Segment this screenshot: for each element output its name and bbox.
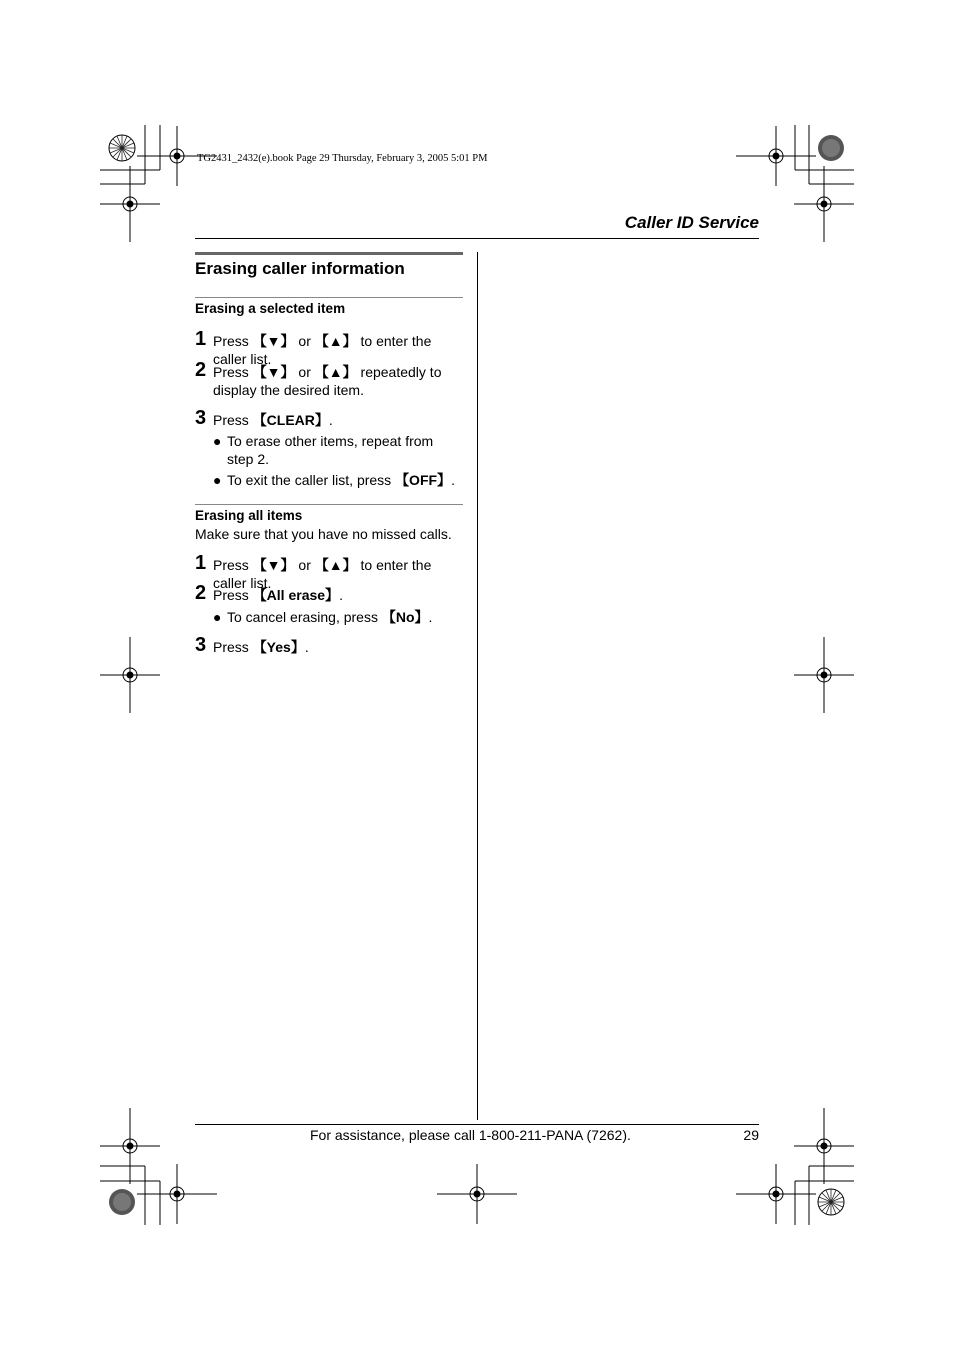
footer-rule xyxy=(195,1124,759,1125)
assistance-text: For assistance, please call 1-800-211-PANA (7262). xyxy=(310,1127,631,1143)
subheading-selected: Erasing a selected item xyxy=(195,301,346,316)
subheading-all: Erasing all items xyxy=(195,508,303,523)
column-divider xyxy=(477,252,478,1120)
header-rule xyxy=(195,238,759,239)
sub-rule-2 xyxy=(195,504,463,505)
sub-rule-1 xyxy=(195,297,463,298)
page-number: 29 xyxy=(743,1127,759,1143)
title-rule xyxy=(195,252,463,255)
section-title: Caller ID Service xyxy=(624,213,759,232)
intro-all: Make sure that you have no missed calls. xyxy=(195,526,452,542)
page-title: Erasing caller information xyxy=(195,259,405,278)
print-meta: TG2431_2432(e).book Page 29 Thursday, February 3, 2005 5:01 PM xyxy=(197,153,488,164)
